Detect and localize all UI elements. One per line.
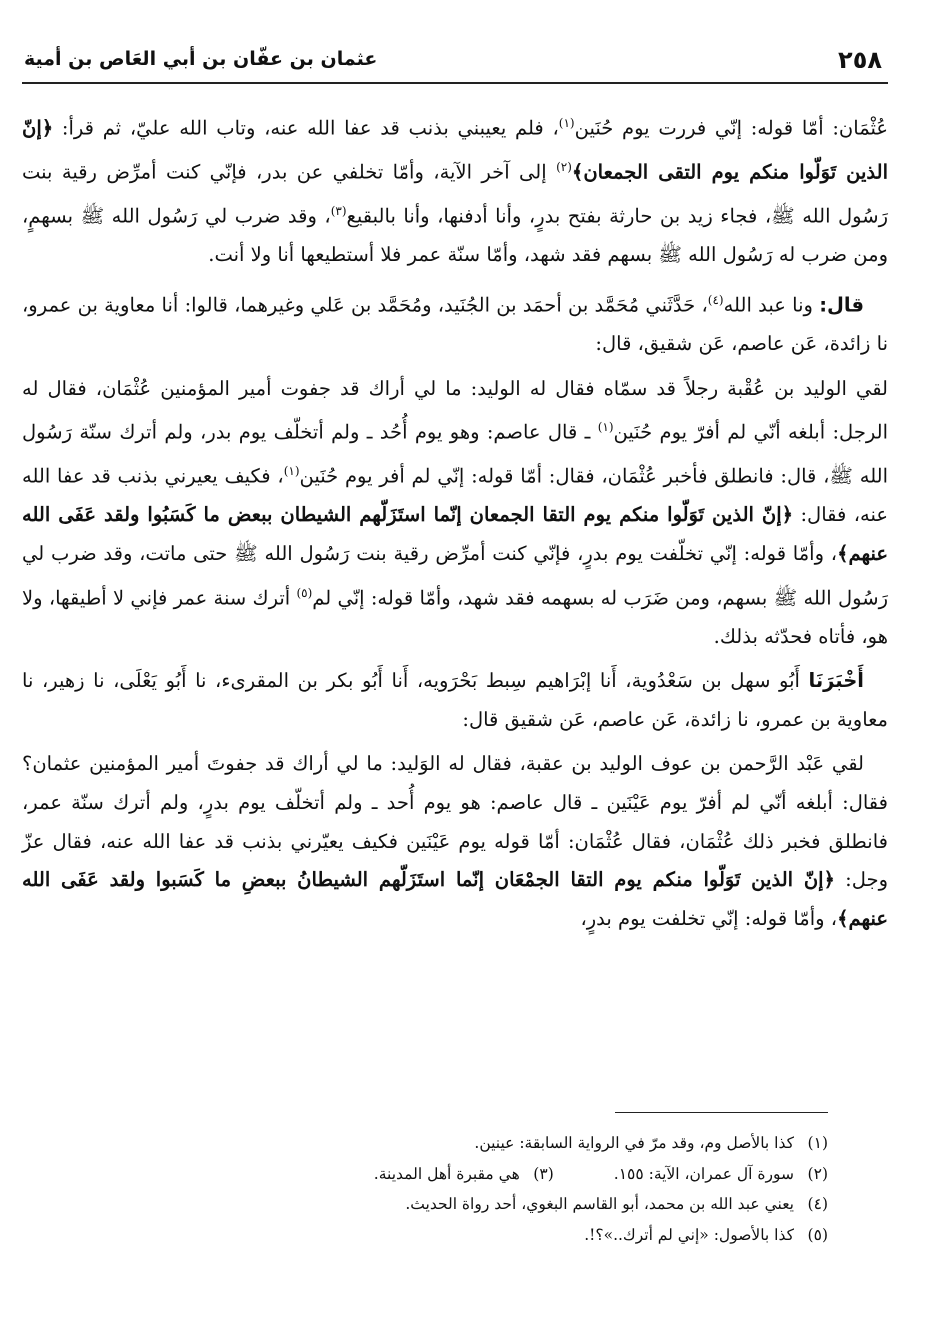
footnote-4 [22,1189,828,1220]
paragraph-isnad-1 [22,281,888,364]
isnad-lead: قال: [819,293,864,317]
footnote-text: كذا بالأصول: «إني لم أترك..»؟!. [584,1225,794,1244]
quran-quote: ﴿إنّ الذين تَوَلّوا منكم يوم التقى الجمعان﴾ [22,116,889,184]
text-segment: لقي عَبْد الرَّحمن بن عوف الوليد بن عقبة، فقال له الوَليد: ما لي أراك قد جفوتَ أمير المؤمنين عثمان؟ فقال: أبلغه أنّي لم أفرّ يوم عَيْنَين ـ قال عاصم: هو يوم أُحد ـ ولم أتخلّف يوم بدرٍ، ولم أترك سنّة عمر، فانطلق فخبر ذلك عُثْمَان، فقال عُثْمَان: أمّا قوله يوم عَيْنَين فكيف يعيّرني بذنب قد عفا الله عنه، فقال عزّ وجل: [22,752,888,892]
footnote-number: (٤) [807,1195,828,1213]
footnote-number: (٥) [807,1225,828,1244]
footnote-text: هي مقبرة أهل المدينة. [373,1164,520,1183]
paragraph-abdulrahman-story [22,745,888,938]
paragraph-isnad-2 [22,662,888,739]
footnote-text: سورة آل عمران، الآية: ١٥٥. [613,1164,794,1183]
footnote-number: (٣) [533,1164,554,1183]
footnote-text: كذا بالأصل وم، وقد مرّ في الرواية السابقة: عينين. [474,1134,794,1152]
quran-quote: ﴿إنّ الذين تَوَلّوا منكم يوم التقا الجمْعَان إنّما استَزَلّهم الشيطانُ ببعضِ ما كَسَبوا ولقد عَفَى الله عنهم﴾ [22,868,888,930]
footnote-number: (٢) [807,1164,828,1183]
text-segment: عُثْمَان: أمّا قوله: إنّي فررت يوم حُنَين [574,116,888,140]
footnote-ref: (٣) [330,204,347,219]
footnote-ref: (٤) [707,292,724,307]
footnotes [22,1128,828,1250]
running-title: عثمان بن عفّان بن أبي العَاص بن أمية [24,48,378,70]
footnote-divider [615,1112,828,1113]
footnote-2-3 [22,1159,828,1190]
text-segment: ، حَدَّثَني مُحَمَّد بن أحمَد بن الجُنَيد، ومُحَمَّد بن عَلي وغيرهما، قالوا: أنا معاوية بن عمرو، نا زائدة، عَن عاصم، عَن شقيق، قال: [22,293,888,355]
footnote-ref: (٢) [556,160,572,175]
page-header [22,42,888,84]
isnad-lead: أَخْبَرَنَا [808,669,864,693]
text-segment: ، وأمّا قوله: إنّي تخلّفت يوم بدرٍ، فإنّي كنت أمرِّض رقية بنت رَسُول الله ﷺ حتى ماتت، وقد ضرب لي رَسُول الله ﷺ بسهم، ومن ضَرَب له بسهمه فقد شهد، وأمّا قوله: إنّي لم [22,541,888,610]
text-segment: لقي الوليد بن عُقْبة رجلاً قد سمّاه فقال له الوليد: ما لي أراك قد جفوت أمير المؤمنين عُثْمَان، فقال له الرجل: أبلغه أنّي لم أفرّ يوم حُنَين [22,376,888,444]
footnote-ref: (١) [283,464,300,479]
text-segment: أترك سنة عمر فإني لا أطيقها، ولا هو، فأتاه فحدّثه بذلك. [22,586,888,648]
footnote-ref: (١) [558,116,575,130]
footnote-text: يعني عبد الله بن محمد، أبو القاسم البغوي، أحد رواة الحديث. [405,1195,794,1213]
footnote-1 [22,1128,828,1159]
footnote-ref: (٥) [296,585,313,600]
quran-quote: ﴿إنّ الذين تَوَلّوا منكم يوم التقا الجمعان إنّما استَزَلّهم الشيطان ببعض ما كَسَبُوا ولقد عَفَى الله عنهم﴾ [22,503,888,565]
text-segment: أَبُو سهل بن سَعْدُوية، أَنا إبْرَاهيم سِبط بَحْرَويه، أَنا أَبُو بكر بن المقرىء، نا أَبُو يَعْلَى، نا زهير، نا معاوية بن عمرو، نا زائدة، عَن عاصم، عَن شقيق قال: [22,669,888,731]
text-segment: ونا عبد الله [723,293,820,317]
footnote-number: (١) [807,1134,828,1152]
footnote-5 [22,1220,828,1251]
footnote-ref: (١) [597,420,614,435]
text-segment: ، وقد ضرب لي رَسُول الله ﷺ بسهمٍ، ومن ضرب له رَسُول الله ﷺ بسهم فقد شهد، وأمّا سنّة عمر فلا أستطيعها أنا ولا أنت. [22,204,888,267]
text-segment: ، فكيف يعيرني بذنب قد عفا الله عنه، فقال: [22,464,888,527]
page-number: ٢٥٨ [838,46,882,74]
paragraph-walid-story [22,370,888,657]
main-text [22,104,888,944]
text-segment: ، وأمّا قوله: إنّي تخلفت يوم بدرٍ، [580,906,838,930]
text-segment: ـ قال عاصم: وهو يوم أُحُد ـ ولم أتخلّف يوم بدر، ولم أترك سنّة رَسُول الله ﷺ، قال: فانطلق فأخبر عُثْمَان، فقال: أمّا قوله: إنّي لم أفر يوم حُنَين [22,420,889,488]
text-segment: ، فلم يعيبني بذنب قد عفا الله عنه، وتاب الله عليّ، ثم قرأ: [53,116,559,140]
text-segment: إلى آخر الآية، وأمّا تخلفي عن بدر، فإنّي كنت أمرِّض رقية بنت رَسُول الله ﷺ، فجاء زيد بن حارثة بفتح بدرٍ، وأنا أدفنها، وأنا بالبقيع [22,160,889,228]
paragraph-uthman-reply [22,104,888,275]
